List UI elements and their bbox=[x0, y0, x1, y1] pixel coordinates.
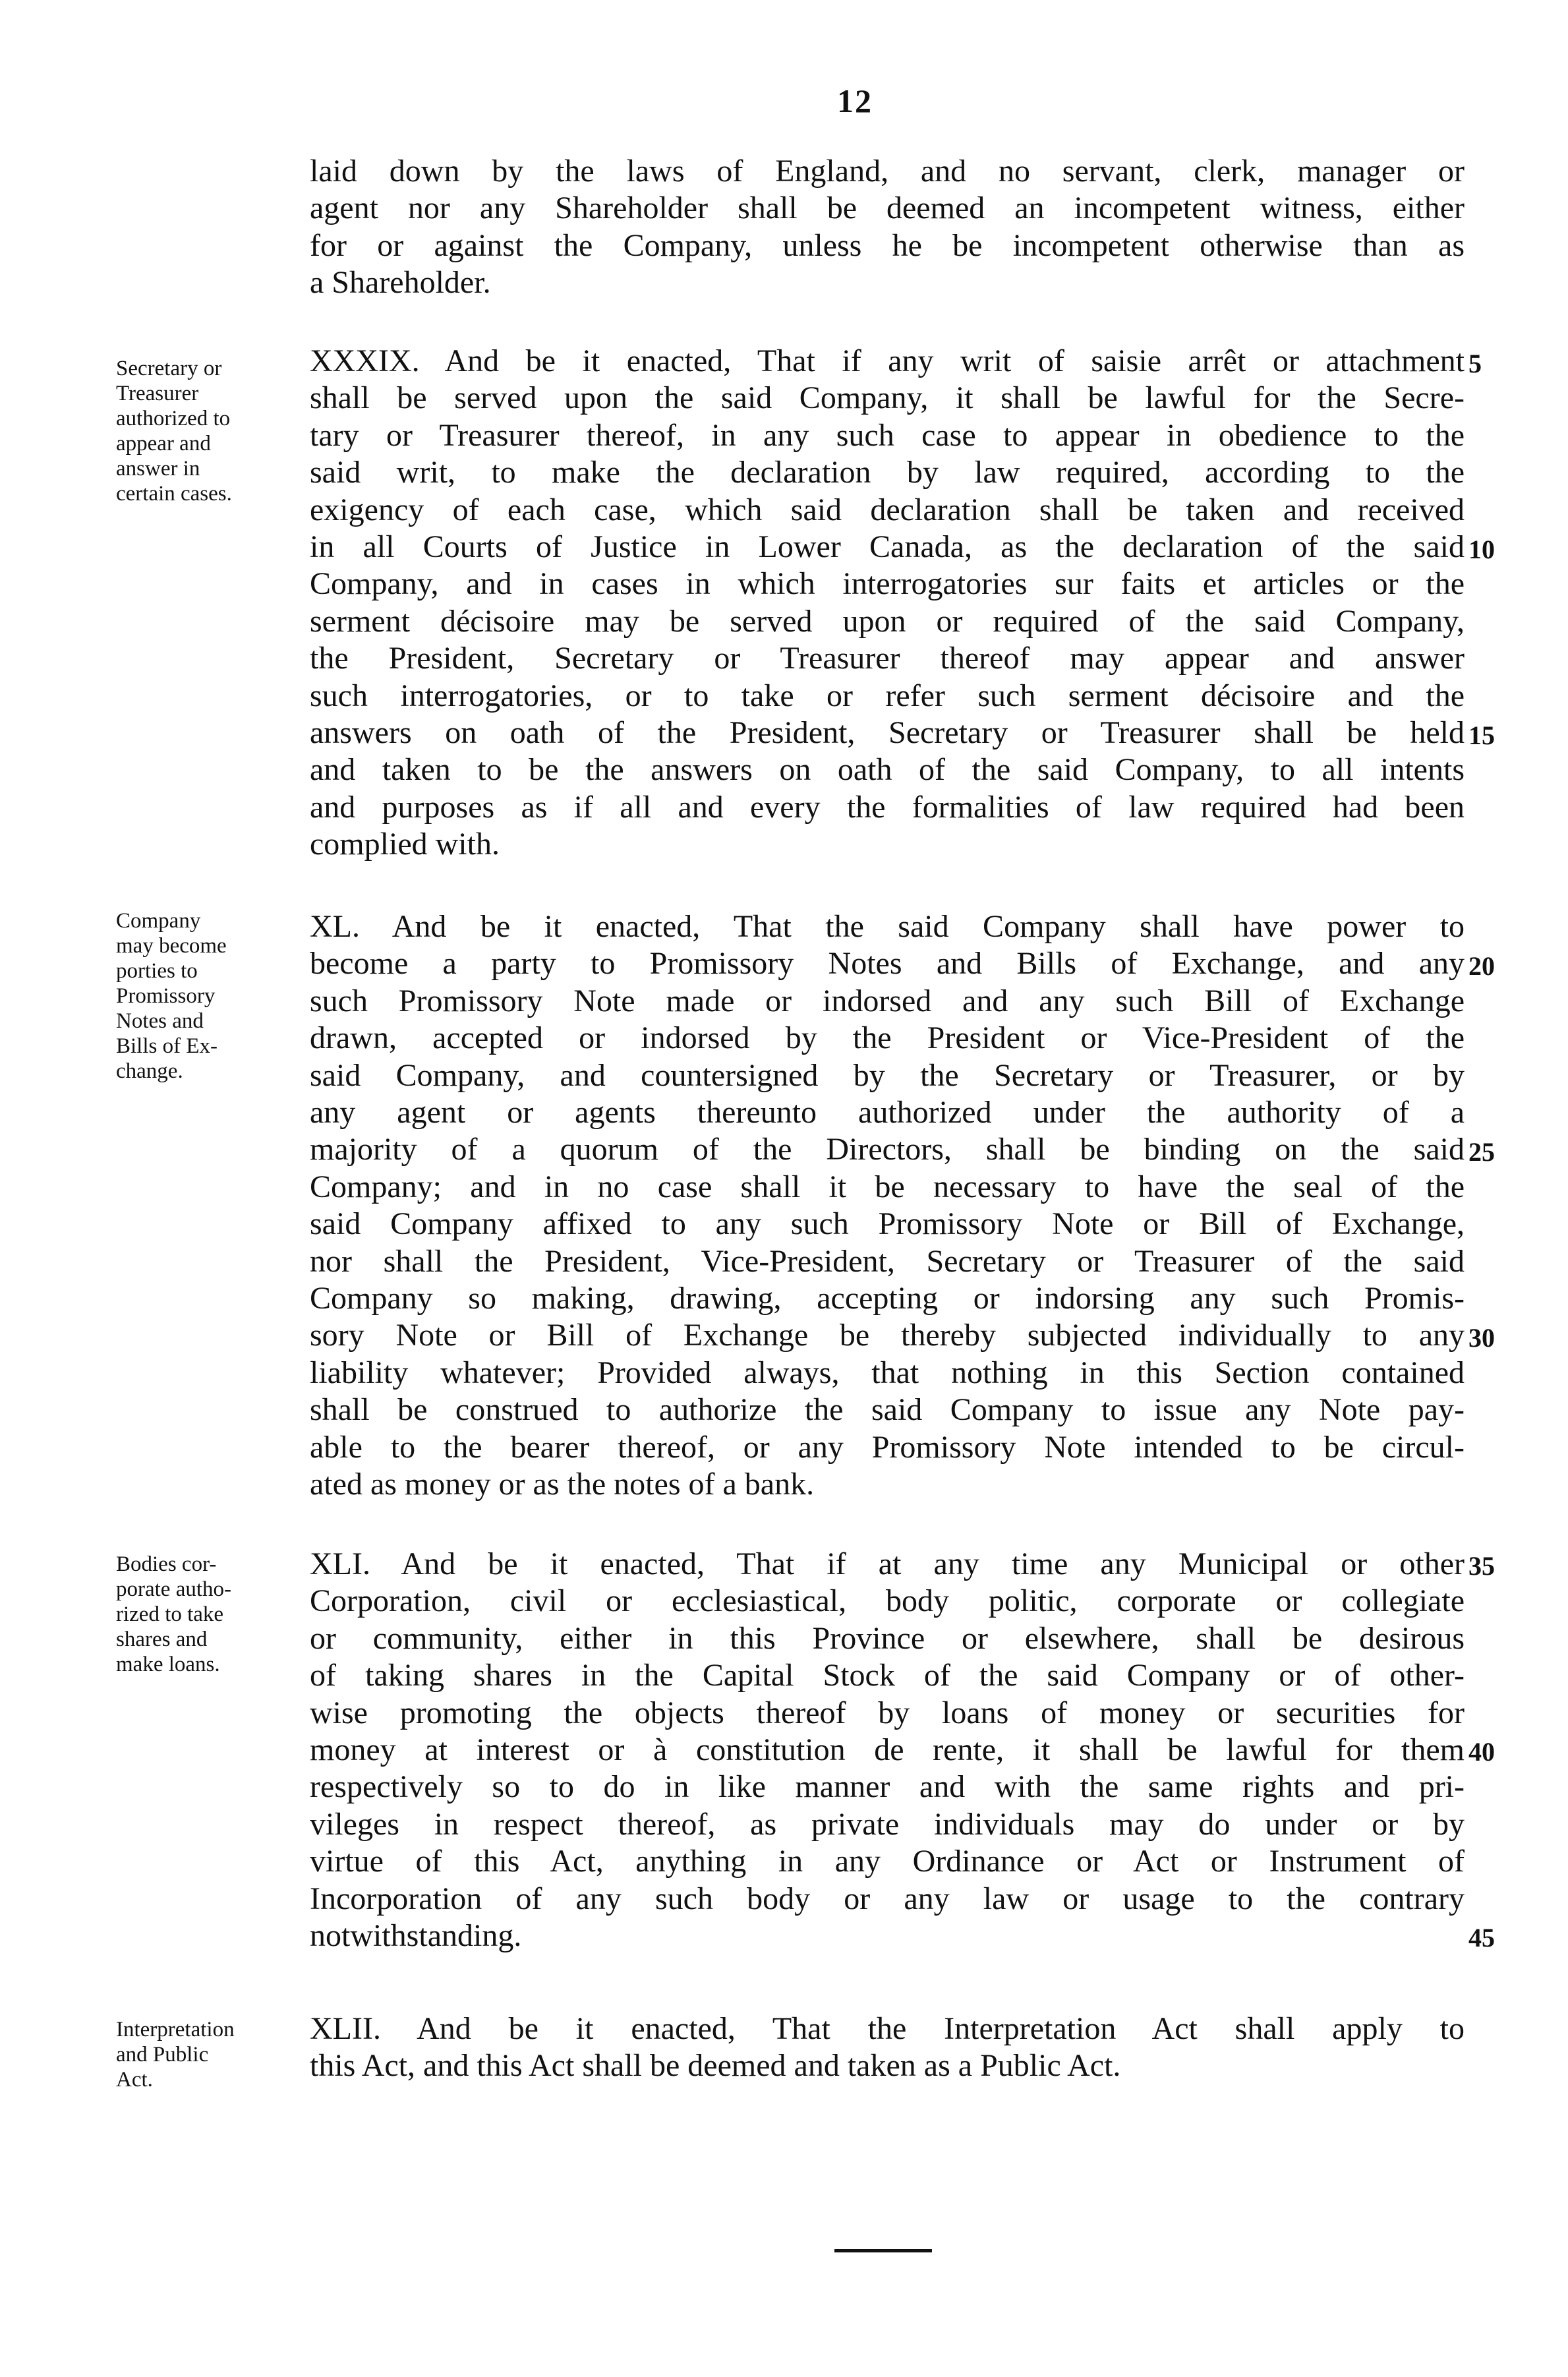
text-line: the President, Secretary or Treasurer thereof may appear and answer bbox=[310, 641, 1465, 676]
section-xlii bbox=[310, 2010, 1465, 2085]
text-line: drawn, accepted or indorsed by the President or Vice-President of the bbox=[310, 1020, 1465, 1056]
section-xli bbox=[310, 1546, 1465, 1954]
paragraph-continuation bbox=[310, 153, 1465, 302]
margin-note-line: Bodies cor- bbox=[116, 1552, 217, 1576]
line-number: 10 bbox=[1468, 535, 1495, 564]
text-line: Company; and in no case shall it be necessary to have the seal of the bbox=[310, 1169, 1465, 1204]
text-line: said Company, and countersigned by the Secretary or Treasurer, or by bbox=[310, 1057, 1465, 1093]
margin-note-line: make loans. bbox=[116, 1653, 220, 1676]
text-line: Corporation, civil or ecclesiastical, body politic, corporate or collegiate bbox=[310, 1583, 1465, 1619]
margin-note-line: Notes and bbox=[116, 1009, 204, 1033]
text-line: in all Courts of Justice in Lower Canada, as the declaration of the said bbox=[310, 529, 1465, 565]
margin-note-line: change. bbox=[116, 1059, 183, 1083]
text-line: Incorporation of any such body or any law or usage to the contrary bbox=[310, 1881, 1465, 1916]
text-line: liability whatever; Provided always, that nothing in this Section contained bbox=[310, 1355, 1465, 1390]
text-line: XXXIX. And be it enacted, That if any writ of saisie arrêt or attachment bbox=[310, 343, 1465, 378]
end-rule bbox=[834, 2249, 932, 2252]
text-line: tary or Treasurer thereof, in any such case to appear in obedience to the bbox=[310, 417, 1465, 453]
line-number: 5 bbox=[1468, 349, 1482, 378]
text-line: Company so making, drawing, accepting or indorsing any such Promis- bbox=[310, 1281, 1465, 1316]
text-line: virtue of this Act, anything in any Ordinance or Act or Instrument of bbox=[310, 1844, 1465, 1879]
text-line: agent nor any Shareholder shall be deemed an incompetent witness, either bbox=[310, 191, 1465, 226]
margin-note-line: rized to take bbox=[116, 1602, 224, 1626]
text-line: and purposes as if all and every the formalities of law required had been bbox=[310, 789, 1465, 825]
line-number: 40 bbox=[1468, 1737, 1495, 1767]
line-number: 35 bbox=[1468, 1551, 1495, 1581]
margin-note-line: Act. bbox=[116, 2068, 153, 2092]
text-line: XLII. And be it enacted, That the Interpretation Act shall apply to bbox=[310, 2011, 1465, 2046]
margin-note-line: answer in bbox=[116, 457, 200, 481]
text-line: such Promissory Note made or indorsed and any such Bill of Exchange bbox=[310, 983, 1465, 1018]
page-number: 12 bbox=[837, 82, 873, 119]
margin-note-interpretation bbox=[116, 2017, 294, 2092]
margin-note-line: Company bbox=[116, 909, 201, 933]
text-line: nor shall the President, Vice-President, Secretary or Treasurer of the said bbox=[310, 1243, 1465, 1279]
line-number: 45 bbox=[1468, 1923, 1495, 1952]
text-line: wise promoting the objects thereof by loans of money or securities for bbox=[310, 1695, 1465, 1730]
margin-note-secretary bbox=[116, 356, 294, 506]
margin-note-line: Secretary or bbox=[116, 357, 222, 380]
margin-note-line: porate autho- bbox=[116, 1577, 232, 1601]
text-line: or community, either in this Province or elsewhere, shall be desirous bbox=[310, 1620, 1465, 1656]
text-line: exigency of each case, which said declaration shall be taken and received bbox=[310, 492, 1465, 527]
margin-note-bodies-corporate bbox=[116, 1552, 294, 1677]
section-xl bbox=[310, 908, 1465, 1504]
text-line: laid down by the laws of England, and no servant, clerk, manager or bbox=[310, 154, 1465, 189]
margin-note-line: appear and bbox=[116, 432, 211, 455]
margin-note-company bbox=[116, 908, 294, 1084]
text-line: majority of a quorum of the Directors, shall be binding on the said bbox=[310, 1132, 1465, 1167]
margin-note-line: authorized to bbox=[116, 407, 231, 430]
text-line: XL. And be it enacted, That the said Company shall have power to bbox=[310, 909, 1465, 944]
text-line: become a party to Promissory Notes and Bills of Exchange, and any bbox=[310, 946, 1465, 982]
text-line: vileges in respect thereof, as private individuals may do under or by bbox=[310, 1806, 1465, 1842]
text-line: of taking shares in the Capital Stock of the said Company or of other- bbox=[310, 1658, 1465, 1693]
text-line: sory Note or Bill of Exchange be thereby subjected individually to any bbox=[310, 1318, 1465, 1353]
text-line: notwithstanding. bbox=[310, 1918, 522, 1954]
text-line: said Company affixed to any such Promissory Note or Bill of Exchange, bbox=[310, 1206, 1465, 1242]
text-line: this Act, and this Act shall be deemed and taken as a Public Act. bbox=[310, 2048, 1121, 2084]
text-line: Company, and in cases in which interrogatories sur faits et articles or the bbox=[310, 566, 1465, 602]
margin-note-line: Treasurer bbox=[116, 382, 199, 405]
margin-note-line: porties to bbox=[116, 959, 198, 983]
text-line: respectively so to do in like manner and with the same rights and pri- bbox=[310, 1769, 1465, 1805]
text-line: shall be construed to authorize the said Company to issue any Note pay- bbox=[310, 1392, 1465, 1428]
text-line: a Shareholder. bbox=[310, 265, 491, 301]
text-line: said writ, to make the declaration by law required, according to the bbox=[310, 455, 1465, 490]
text-line: answers on oath of the President, Secretary or Treasurer shall be held bbox=[310, 715, 1465, 751]
margin-note-line: shares and bbox=[116, 1628, 208, 1651]
margin-note-line: may become bbox=[116, 934, 227, 958]
text-line: shall be served upon the said Company, it shall be lawful for the Secre- bbox=[310, 380, 1465, 416]
text-line: serment décisoire may be served upon or required of the said Company, bbox=[310, 603, 1465, 639]
text-line: complied with. bbox=[310, 827, 500, 862]
line-number: 20 bbox=[1468, 951, 1495, 981]
line-number: 15 bbox=[1468, 720, 1495, 750]
text-line: able to the bearer thereof, or any Promissory Note intended to be circul- bbox=[310, 1429, 1465, 1465]
text-line: and taken to be the answers on oath of the said Company, to all intents bbox=[310, 752, 1465, 788]
margin-note-line: certain cases. bbox=[116, 482, 232, 506]
line-number: 30 bbox=[1468, 1323, 1495, 1353]
margin-note-line: Bills of Ex- bbox=[116, 1034, 218, 1058]
text-line: XLI. And be it enacted, That if at any time any Municipal or other bbox=[310, 1546, 1465, 1581]
margin-note-line: Interpretation bbox=[116, 2018, 235, 2041]
text-line: ated as money or as the notes of a bank. bbox=[310, 1467, 815, 1502]
margin-note-line: Promissory bbox=[116, 984, 216, 1008]
line-number: 25 bbox=[1468, 1137, 1495, 1167]
text-line: money at interest or à constitution de rente, it shall be lawful for them bbox=[310, 1732, 1465, 1768]
text-line: such interrogatories, or to take or refer such serment décisoire and the bbox=[310, 678, 1465, 713]
margin-note-line: and Public bbox=[116, 2043, 209, 2067]
text-line: for or against the Company, unless he be incompetent otherwise than as bbox=[310, 227, 1465, 263]
text-line: any agent or agents thereunto authorized under the authority of a bbox=[310, 1095, 1465, 1130]
section-xxxix bbox=[310, 343, 1465, 864]
